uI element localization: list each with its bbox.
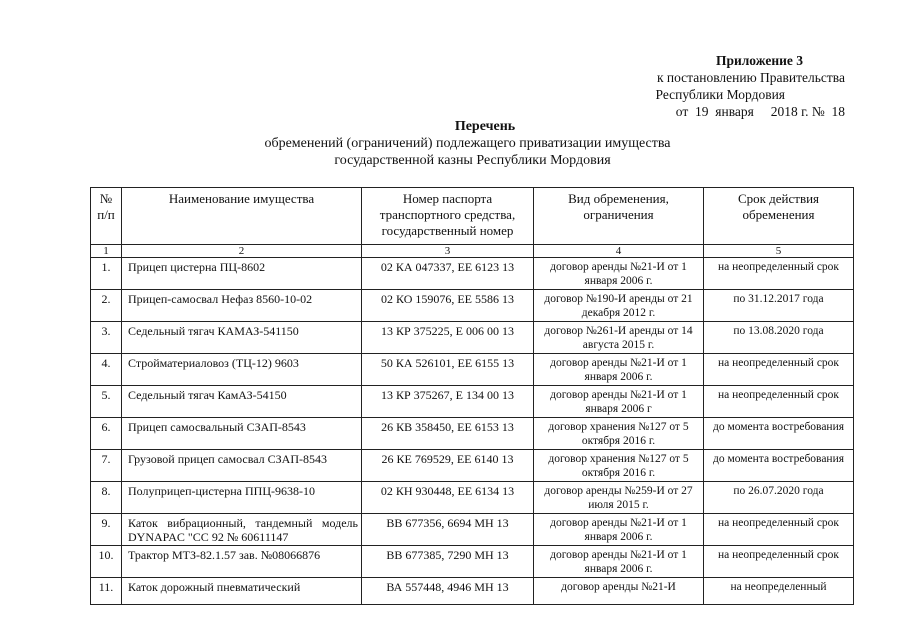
cell-passport: 26 КЕ 769529, ЕЕ 6140 13 xyxy=(362,450,534,482)
cell-passport: 02 КО 159076, ЕЕ 5586 13 xyxy=(362,290,534,322)
cell-passport: ВВ 677385, 7290 МН 13 xyxy=(362,546,534,578)
cell-encumbrance: договор хранения №127 от 5 октября 2016 г. xyxy=(534,418,704,450)
table-row xyxy=(91,322,854,354)
cell-encumbrance: договор аренды №21-И от 1 января 2006 г. xyxy=(534,546,704,578)
cell-passport: 26 КВ 358450, ЕЕ 6153 13 xyxy=(362,418,534,450)
header-name: Наименование имущества xyxy=(122,188,362,245)
title-heading: Перечень xyxy=(454,119,516,134)
cell-term: на неопределенный xyxy=(704,578,854,605)
table-header-row xyxy=(91,188,854,245)
cell-name: Каток вибрационный, тандемный модель DYNAPAC "CC 92 № 60611147 xyxy=(122,514,362,546)
table-row xyxy=(91,482,854,514)
cell-name: Седельный тягач КамАЗ-54150 xyxy=(122,386,362,418)
cell-name: Трактор МТЗ-82.1.57 зав. №08066876 xyxy=(122,546,362,578)
cell-term: до момента востребования xyxy=(704,450,854,482)
cell-encumbrance: договор №190-И аренды от 21 декабря 2012 г. xyxy=(534,290,704,322)
appendix-republic: Республики Мордовия xyxy=(655,87,785,102)
cell-encumbrance: договор №261-И аренды от 14 августа 2015 г. xyxy=(534,322,704,354)
cell-encumbrance: договор аренды №21-И от 1 января 2006 г. xyxy=(534,514,704,546)
cell-encumbrance: договор аренды №21-И от 1 января 2006 г. xyxy=(534,258,704,290)
cell-name: Прицеп цистерна ПЦ-8602 xyxy=(122,258,362,290)
title-subheading-2: государственной казны Республики Мордовия xyxy=(334,153,611,168)
col-number: 1 xyxy=(91,245,122,258)
table-row xyxy=(91,578,854,605)
cell-name: Каток дорожный пневматический xyxy=(122,578,362,605)
cell-term: на неопределенный срок xyxy=(704,354,854,386)
table-row xyxy=(91,258,854,290)
cell-encumbrance: договор аренды №21-И xyxy=(534,578,704,605)
cell-passport: 50 КА 526101, ЕЕ 6155 13 xyxy=(362,354,534,386)
cell-passport: 02 КН 930448, ЕЕ 6134 13 xyxy=(362,482,534,514)
header-passport: Номер паспорта транспортного средства, государственный номер xyxy=(362,188,534,245)
document-title xyxy=(0,118,905,169)
cell-num: 3. xyxy=(91,322,122,354)
cell-term: на неопределенный срок xyxy=(704,546,854,578)
cell-name: Прицеп-самосвал Нефаз 8560-10-02 xyxy=(122,290,362,322)
header-num: № п/п xyxy=(91,188,122,245)
table-row xyxy=(91,450,854,482)
column-numbers-row xyxy=(91,245,854,258)
cell-num: 8. xyxy=(91,482,122,514)
encumbrance-table xyxy=(90,187,854,605)
col-number: 3 xyxy=(362,245,534,258)
appendix-date-number: от 19 января 2018 г. № 18 xyxy=(675,104,845,119)
cell-name: Стройматериаловоз (ТЦ-12) 9603 xyxy=(122,354,362,386)
table-row xyxy=(91,418,854,450)
cell-passport: 13 КР 375267, Е 134 00 13 xyxy=(362,386,534,418)
table-row xyxy=(91,514,854,546)
cell-term: по 26.07.2020 года xyxy=(704,482,854,514)
cell-term: на неопределенный срок xyxy=(704,258,854,290)
table-row xyxy=(91,290,854,322)
cell-encumbrance: договор хранения №127 от 5 октября 2016 г. xyxy=(534,450,704,482)
appendix-resolution: к постановлению Правительства xyxy=(656,70,845,85)
header-term: Срок действия обременения xyxy=(704,188,854,245)
cell-num: 1. xyxy=(91,258,122,290)
cell-term: по 13.08.2020 года xyxy=(704,322,854,354)
cell-name: Седельный тягач КАМАЗ-541150 xyxy=(122,322,362,354)
appendix-block xyxy=(655,52,845,120)
cell-term: по 31.12.2017 года xyxy=(704,290,854,322)
cell-passport: 02 КА 047337, ЕЕ 6123 13 xyxy=(362,258,534,290)
cell-encumbrance: договор аренды №259-И от 27 июля 2015 г. xyxy=(534,482,704,514)
col-number: 4 xyxy=(534,245,704,258)
cell-num: 5. xyxy=(91,386,122,418)
cell-num: 10. xyxy=(91,546,122,578)
cell-num: 7. xyxy=(91,450,122,482)
cell-name: Грузовой прицеп самосвал СЗАП-8543 xyxy=(122,450,362,482)
cell-encumbrance: договор аренды №21-И от 1 января 2006 г xyxy=(534,386,704,418)
cell-term: до момента востребования xyxy=(704,418,854,450)
table-row xyxy=(91,386,854,418)
cell-passport: ВА 557448, 4946 МН 13 xyxy=(362,578,534,605)
title-subheading: обременений (ограничений) подлежащего приватизации имущества xyxy=(264,136,671,151)
cell-term: на неопределенный срок xyxy=(704,514,854,546)
cell-num: 11. xyxy=(91,578,122,605)
header-kind: Вид обременения, ограничения xyxy=(534,188,704,245)
cell-num: 4. xyxy=(91,354,122,386)
table-row xyxy=(91,354,854,386)
cell-name: Полуприцеп-цистерна ППЦ-9638-10 xyxy=(122,482,362,514)
cell-num: 2. xyxy=(91,290,122,322)
appendix-title: Приложение 3 xyxy=(715,53,803,68)
cell-num: 6. xyxy=(91,418,122,450)
col-number: 5 xyxy=(704,245,854,258)
col-number: 2 xyxy=(122,245,362,258)
cell-num: 9. xyxy=(91,514,122,546)
cell-term: на неопределенный срок xyxy=(704,386,854,418)
cell-passport: 13 КР 375225, Е 006 00 13 xyxy=(362,322,534,354)
cell-name: Прицеп самосвальный СЗАП-8543 xyxy=(122,418,362,450)
cell-passport: ВВ 677356, 6694 МН 13 xyxy=(362,514,534,546)
cell-encumbrance: договор аренды №21-И от 1 января 2006 г. xyxy=(534,354,704,386)
table-row xyxy=(91,546,854,578)
